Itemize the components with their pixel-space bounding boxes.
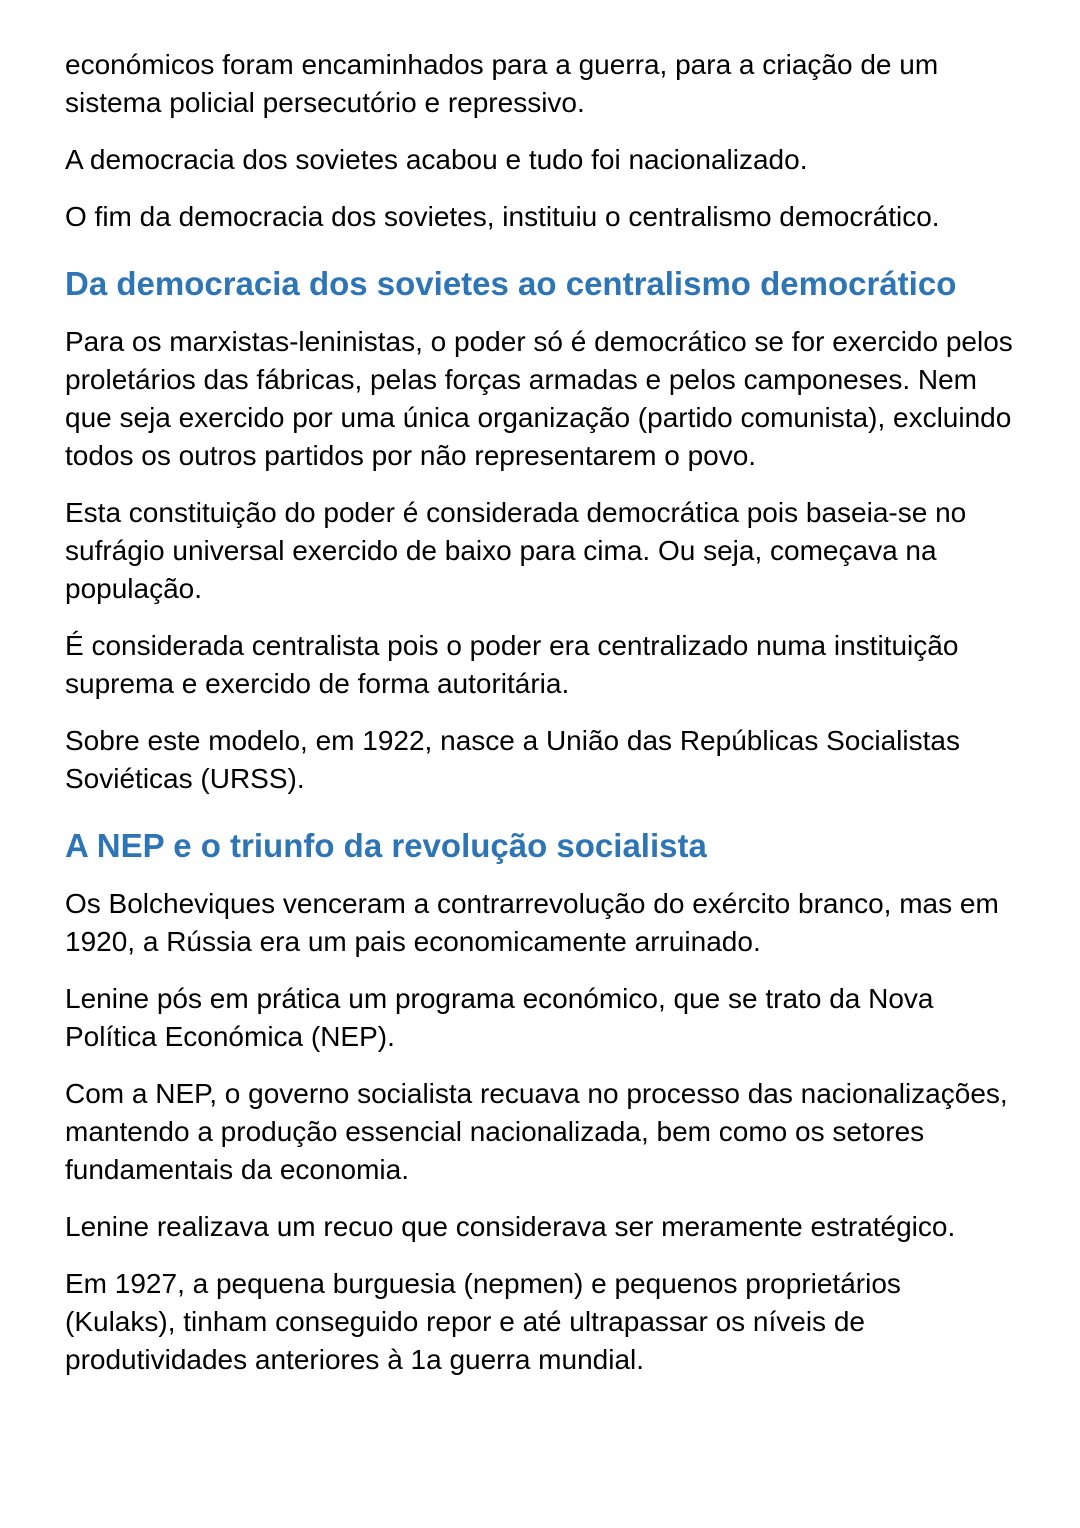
paragraph-democracia-acabou: A democracia dos sovietes acabou e tudo foi nacionalizado.	[65, 144, 808, 175]
paragraph-1927-nepmen-kulaks: Em 1927, a pequena burguesia (nepmen) e pequenos proprietários (Kulaks), tinham conseguido repor e até ultrapassar os níveis de produtividades anteriores à 1a guerra mundial.	[65, 1268, 901, 1375]
paragraph-marxistas-leninistas: Para os marxistas-leninistas, o poder só é democrático se for exercido pelos proletários das fábricas, pelas forças armadas e pelos camponeses. Nem que seja exercido por uma única organização (partido comunista), excluindo todos os outros partidos por não representarem o povo.	[65, 326, 1013, 471]
paragraph-lenine-nep: Lenine pós em prática um programa económico, que se trato da Nova Política Económica (NEP).	[65, 983, 934, 1052]
section-heading-centralismo: Da democracia dos sovietes ao centralismo democrático	[65, 265, 957, 302]
paragraph-recuo-estrategico: Lenine realizava um recuo que considerava ser meramente estratégico.	[65, 1211, 956, 1242]
paragraph-urss-1922: Sobre este modelo, em 1922, nasce a União das Repúblicas Socialistas Soviéticas (URSS).	[65, 725, 960, 794]
paragraph-fim-democracia: O fim da democracia dos sovietes, instituiu o centralismo democrático.	[65, 201, 940, 232]
paragraph-constituicao-poder: Esta constituição do poder é considerada democrática pois baseia-se no sufrágio universal exercido de baixo para cima. Ou seja, começava na população.	[65, 497, 967, 604]
paragraph-bolcheviques: Os Bolcheviques venceram a contrarrevolução do exército branco, mas em 1920, a Rússia era um pais economicamente arruinado.	[65, 888, 999, 957]
paragraph-com-a-nep: Com a NEP, o governo socialista recuava no processo das nacionalizações, mantendo a produção essencial nacionalizada, bem como os setores fundamentais da economia.	[65, 1078, 1008, 1185]
section-heading-nep: A NEP e o triunfo da revolução socialista	[65, 827, 707, 864]
document-body	[65, 46, 1015, 1379]
paragraph-continuation: económicos foram encaminhados para a guerra, para a criação de um sistema policial persecutório e repressivo.	[65, 49, 939, 118]
paragraph-centralista: É considerada centralista pois o poder era centralizado numa instituição suprema e exercido de forma autoritária.	[65, 630, 959, 699]
